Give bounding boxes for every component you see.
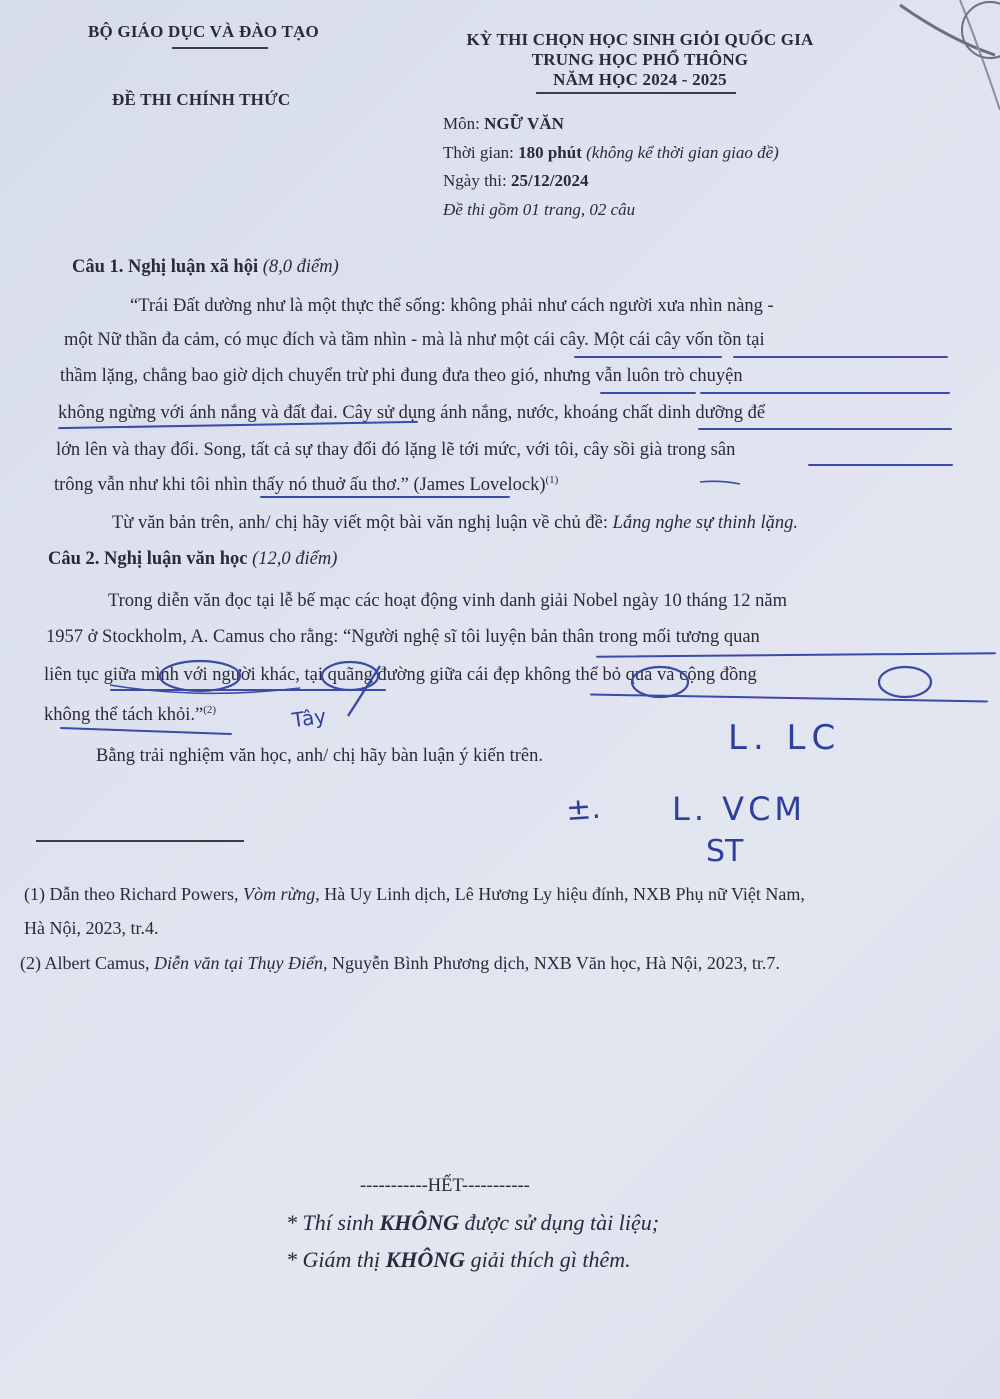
- exam-title-line2: TRUNG HỌC PHỔ THÔNG: [531, 50, 749, 69]
- footnote-2-pre: (2) Albert Camus,: [20, 953, 154, 973]
- q2-title: [48, 549, 337, 570]
- time-label: Thời gian:: [443, 143, 519, 162]
- time-line: [443, 143, 779, 163]
- footnote-1-cont: Hà Nội, 2023, tr.4.: [24, 918, 159, 938]
- q1-line-1: “Trái Đất dường như là một thực thể sống: không phải như cách người xưa nhìn nàng -: [130, 296, 774, 316]
- end-note-2: [286, 1247, 631, 1273]
- q1-line-2: một Nữ thần đa cảm, có mục đích và tầm nhìn - mà là như một cái cây. Một cái cây vốn tồn tại: [64, 330, 765, 350]
- q2-footnote-mark: (2): [203, 704, 217, 716]
- q2-line-2: 1957 ở Stockholm, A. Camus cho rằng: “Người nghệ sĩ tôi luyện bản thân trong mối tương quan: [46, 627, 760, 647]
- q1-line-4: không ngừng với ánh nắng và đất đai. Cây sử dụng ánh nắng, nước, khoáng chất dinh dưỡng để: [58, 403, 766, 423]
- q2-title-text: Câu 2. Nghị luận văn học: [48, 549, 253, 569]
- pen-underline: [733, 356, 948, 358]
- q2-line-4: [44, 704, 216, 726]
- q2-line-1: Trong diễn văn đọc tại lễ bế mạc các hoạt động vinh danh giải Nobel ngày 10 tháng 12 năm: [108, 591, 788, 611]
- end-note-2-pre: * Giám thị: [286, 1247, 386, 1272]
- pen-underline: [700, 392, 950, 394]
- ministry-name: BỘ GIÁO DỤC VÀ ĐÀO TẠO: [88, 22, 319, 41]
- pen-underline: [110, 689, 386, 691]
- handwritten-note: L. LC: [728, 718, 842, 758]
- footnote-2: [20, 953, 780, 974]
- pen-underline: [590, 694, 988, 703]
- pen-underline: [260, 496, 510, 498]
- subject-label: Môn:: [443, 114, 485, 133]
- pen-underline: [808, 464, 953, 466]
- q1-title-text: Câu 1. Nghị luận xã hội: [72, 257, 263, 277]
- handwritten-mark: ±.: [564, 790, 602, 829]
- pen-underline: [574, 356, 722, 358]
- q1-points: (8,0 điểm): [262, 257, 339, 277]
- date-line: [443, 171, 588, 191]
- q1-line-6: [54, 474, 558, 496]
- q1-prompt-text: Từ văn bản trên, anh/ chị hãy viết một bài văn nghị luận về chủ đề:: [112, 513, 613, 533]
- exam-year: NĂM HỌC 2024 - 2025: [553, 70, 727, 89]
- pen-underline: [596, 652, 996, 657]
- q1-line-3: thầm lặng, chẳng bao giờ dịch chuyển trừ phi đung đưa theo gió, nhưng vẫn luôn trò chuyện: [60, 366, 743, 386]
- q1-title: [72, 257, 339, 278]
- q1-line-6-text: trông vẫn như khi tôi nhìn thấy nó thuở ấu thơ.” (James Lovelock): [54, 475, 546, 496]
- pen-underline: [698, 428, 952, 430]
- end-note-1-pre: * Thí sinh: [286, 1210, 380, 1235]
- q1-line-5: lớn lên và thay đổi. Song, tất cả sự thay đổi đó lặng lẽ tới mức, với tôi, cây sồi già trong sân: [56, 440, 736, 460]
- official-exam-label: ĐỀ THI CHÍNH THỨC: [112, 90, 291, 109]
- footnote-1: [24, 884, 805, 905]
- end-note-1-bold: KHÔNG: [379, 1210, 459, 1235]
- footnote-1-post: , Hà Uy Linh dịch, Lê Hương Ly hiệu đính, NXB Phụ nữ Việt Nam,: [315, 884, 805, 904]
- time-value: 180 phút: [518, 143, 582, 162]
- subject-line: [443, 114, 564, 134]
- footnote-1-pre: (1) Dẫn theo Richard Powers,: [24, 884, 243, 904]
- subject-value: NGỮ VĂN: [484, 114, 564, 133]
- end-note-1: [286, 1210, 659, 1236]
- eyeglasses-icon: [890, 0, 1000, 120]
- footnote-1-title: Vòm rừng: [242, 884, 316, 904]
- pen-underline: [600, 392, 696, 394]
- q1-prompt-topic: Lắng nghe sự thinh lặng.: [612, 513, 798, 533]
- date-label: Ngày thi:: [443, 171, 511, 190]
- pen-underline: [60, 727, 232, 735]
- handwritten-note: Tây: [290, 703, 328, 733]
- exam-year-underline: [536, 92, 736, 94]
- q1-prompt: [112, 513, 798, 534]
- q2-line-3: liên tục giữa mình với người khác, tại quãng đường giữa cái đẹp không thể bỏ qua và cộng đồng: [44, 665, 757, 685]
- pages-note: Đề thi gồm 01 trang, 02 câu: [443, 200, 636, 219]
- exam-title-line1: KỲ THI CHỌN HỌC SINH GIỎI QUỐC GIA: [466, 30, 814, 49]
- q1-footnote-mark: (1): [545, 474, 559, 486]
- end-note-1-post: được sử dụng tài liệu;: [458, 1210, 660, 1235]
- handwritten-note: L. VCM: [672, 790, 807, 828]
- end-marker: -----------HẾT-----------: [360, 1176, 530, 1196]
- date-value: 25/12/2024: [511, 171, 589, 190]
- pen-circle: [879, 667, 931, 697]
- footnote-2-title: Diễn văn tại Thụy Điển: [153, 953, 323, 973]
- end-note-2-post: giải thích gì thêm.: [465, 1247, 631, 1272]
- time-note: (không kể thời gian giao đề): [581, 143, 779, 162]
- footnote-2-post: , Nguyễn Bình Phương dịch, NXB Văn học, Hà Nội, 2023, tr.7.: [322, 953, 780, 973]
- q2-line-4-text: không thể tách khỏi.”: [44, 705, 204, 726]
- q2-prompt: Bằng trải nghiệm văn học, anh/ chị hãy bàn luận ý kiến trên.: [96, 746, 543, 766]
- pen-mark: [700, 481, 740, 484]
- handwritten-note: ST: [706, 834, 744, 869]
- footnote-separator: [36, 840, 244, 842]
- end-note-2-bold: KHÔNG: [385, 1247, 466, 1272]
- q2-points: (12,0 điểm): [252, 549, 338, 569]
- header-divider: [172, 47, 268, 49]
